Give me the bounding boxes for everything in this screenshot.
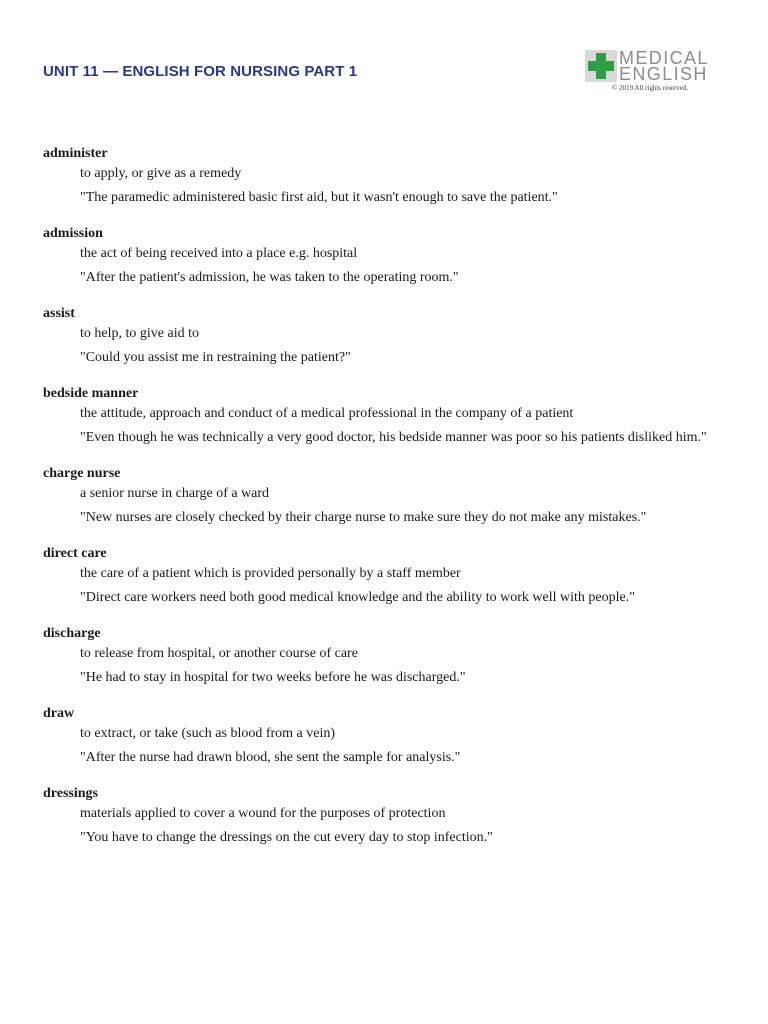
glossary-definition: the act of being received into a place e.g. hospital xyxy=(80,246,358,261)
glossary-example: "The paramedic administered basic first aid, but it wasn't enough to save the patient." xyxy=(80,190,558,205)
logo-text-english: ENGLISH xyxy=(619,64,708,84)
glossary-term: dressings xyxy=(43,786,98,801)
glossary-term: admission xyxy=(43,226,103,241)
glossary-term: discharge xyxy=(43,626,101,641)
glossary-definition: materials applied to cover a wound for the purposes of protection xyxy=(80,806,446,821)
glossary-definition: the attitude, approach and conduct of a medical professional in the company of a patient xyxy=(80,406,574,421)
glossary-entry xyxy=(43,385,733,447)
page-title: UNIT 11 — ENGLISH FOR NURSING PART 1 xyxy=(43,63,358,80)
glossary-definition: to release from hospital, or another course of care xyxy=(80,646,358,661)
glossary-term: administer xyxy=(43,146,108,161)
glossary-definition: to apply, or give as a remedy xyxy=(80,166,242,181)
glossary-term: direct care xyxy=(43,546,107,561)
glossary-definition: to help, to give aid to xyxy=(80,326,199,341)
glossary-entry xyxy=(43,145,733,207)
glossary-example: "Even though he was technically a very good doctor, his bedside manner was poor so his patients disliked him." xyxy=(80,430,707,445)
medical-english-logo xyxy=(585,48,730,96)
glossary-example: "Could you assist me in restraining the patient?" xyxy=(80,350,351,365)
glossary-term: charge nurse xyxy=(43,466,121,481)
glossary-entry xyxy=(43,545,733,607)
glossary-list xyxy=(43,145,733,865)
glossary-entry xyxy=(43,225,733,287)
glossary-definition: to extract, or take (such as blood from a vein) xyxy=(80,726,336,741)
glossary-term: bedside manner xyxy=(43,386,139,401)
glossary-entry xyxy=(43,625,733,687)
glossary-example: "He had to stay in hospital for two weeks before he was discharged." xyxy=(80,670,466,685)
glossary-example: "After the nurse had drawn blood, she sent the sample for analysis." xyxy=(80,750,461,765)
glossary-entry xyxy=(43,785,733,847)
glossary-term: draw xyxy=(43,706,75,721)
glossary-example: "Direct care workers need both good medical knowledge and the ability to work well with people." xyxy=(80,590,635,605)
glossary-term: assist xyxy=(43,306,75,321)
logo-text-medical: MEDICAL xyxy=(619,48,709,68)
glossary-entry xyxy=(43,305,733,367)
copyright-notice: © 2019 All rights reserved. xyxy=(612,84,689,92)
glossary-entry xyxy=(43,465,733,527)
glossary-example: "New nurses are closely checked by their charge nurse to make sure they do not make any mistakes." xyxy=(80,510,647,525)
glossary-entry xyxy=(43,705,733,767)
glossary-definition: the care of a patient which is provided personally by a staff member xyxy=(80,566,461,581)
glossary-example: "You have to change the dressings on the cut every day to stop infection." xyxy=(80,830,493,845)
medical-cross-icon xyxy=(585,50,617,82)
glossary-example: "After the patient's admission, he was taken to the operating room." xyxy=(80,270,459,285)
glossary-definition: a senior nurse in charge of a ward xyxy=(80,486,270,501)
